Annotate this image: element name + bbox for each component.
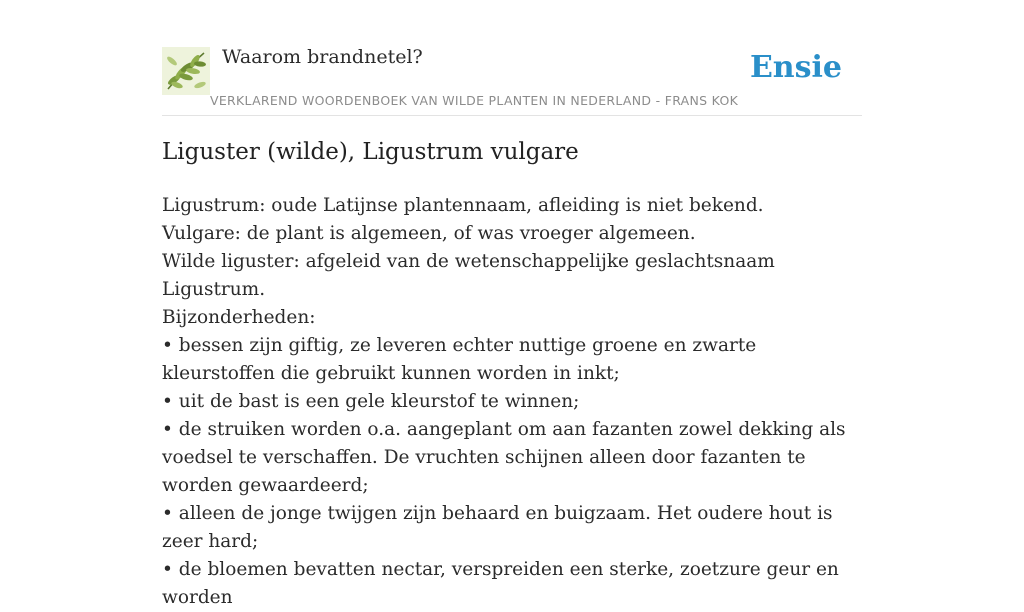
body-line: Vulgare: de plant is algemeen, of was vroeger algemeen.: [162, 223, 696, 244]
header: [162, 44, 862, 116]
book-title[interactable]: Waarom brandnetel?: [222, 46, 423, 68]
leaf-icon: [162, 47, 210, 95]
body-line: • de struiken worden o.a. aangeplant om aan fazanten zowel dekking als voedsel te verschaffen. De vruchten schijnen alleen door fazanten te worden gewaardeerd;: [162, 419, 846, 496]
body-line: • bessen zijn giftig, ze leveren echter nuttige groene en zwarte kleurstoffen die gebruikt kunnen worden in inkt;: [162, 335, 757, 384]
body-line: Wilde liguster: afgeleid van de wetenschappelijke geslachtsnaam Ligustrum.: [162, 251, 775, 300]
brand-logo[interactable]: Ensie: [749, 50, 842, 85]
body-line: Bijzonderheden:: [162, 307, 316, 328]
book-cover-avatar[interactable]: [162, 47, 210, 95]
book-subtitle[interactable]: VERKLAREND WOORDENBOEK VAN WILDE PLANTEN IN NEDERLAND - FRANS KOK: [210, 93, 739, 108]
body-line: • de bloemen bevatten nectar, verspreiden een sterke, zoetzure geur en worden: [162, 559, 839, 608]
body-line: • uit de bast is een gele kleurstof te winnen;: [162, 391, 580, 412]
body-line: • alleen de jonge twijgen zijn behaard en buigzaam. Het oudere hout is zeer hard;: [162, 503, 833, 552]
body-line: Ligustrum: oude Latijnse plantennaam, afleiding is niet bekend.: [162, 195, 764, 216]
entry-body: [162, 192, 862, 612]
entry-title: Liguster (wilde), Ligustrum vulgare: [162, 139, 579, 165]
